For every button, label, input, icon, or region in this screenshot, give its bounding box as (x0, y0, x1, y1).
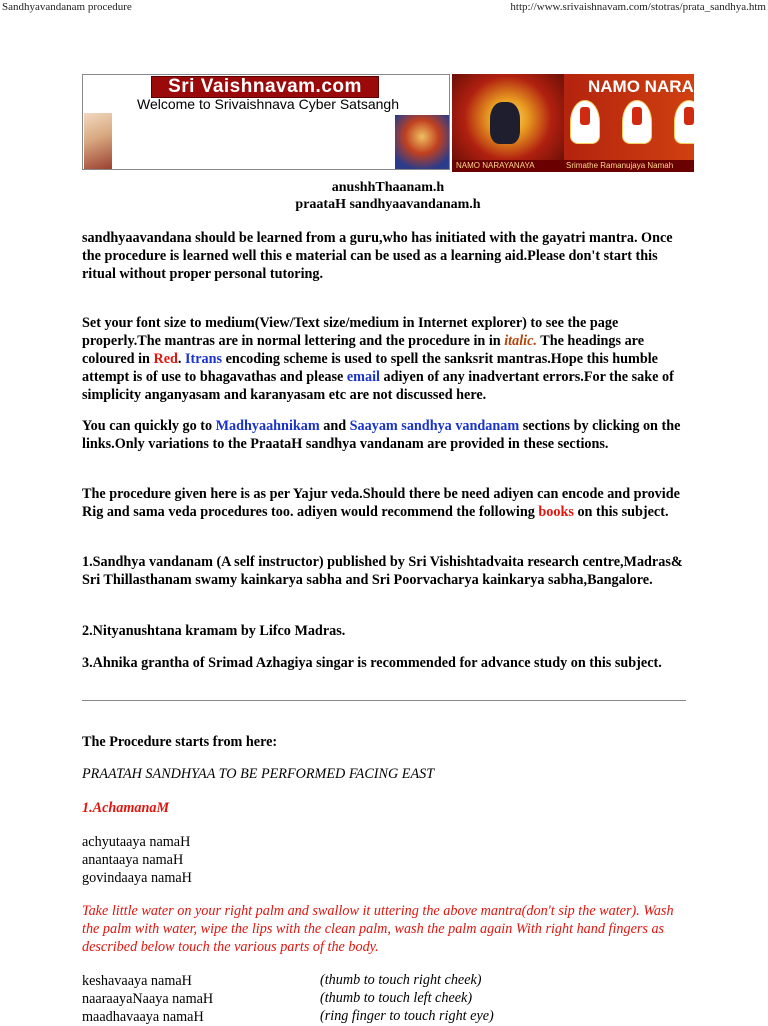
print-header-url: http://www.srivaishnavam.com/stotras/prata_sandhya.htm (510, 1, 766, 13)
banner-strip-right: Srimathe Ramanujaya Namah (566, 161, 674, 170)
saayam-sandhya-link[interactable]: Saayam sandhya vandanam (349, 418, 520, 434)
mantra-line: achyutaaya namaH (82, 834, 191, 850)
reference-2: 2.Nityanushtana kramam by Lifco Madras. (82, 623, 346, 639)
achamanam-instruction: Take little water on your right palm and swallow it uttering the above mantra(don't sip the water). Wash the palm with water, wipe the lips with the clean palm, wash the palm again With right hand fingers as described below touch the various parts of the body. (82, 903, 674, 955)
italic-label: italic. (504, 333, 537, 349)
section-heading-achamanam: 1.AchamanaM (82, 800, 170, 816)
banner-right-panel (452, 74, 694, 172)
page-title: anushhThaanam.h (331, 180, 445, 195)
achamanam-mantras (82, 833, 694, 887)
banner-footer-strip (452, 160, 694, 172)
touch-note: (thumb to touch left cheek) (320, 990, 473, 1006)
print-header-title: Sandhyavandanam procedure (2, 1, 132, 13)
facing-direction-note: PRAATAH SANDHYAA TO BE PERFORMED FACING EAST (82, 766, 435, 782)
welcome-text: Welcome to Srivaishnava Cyber Satsangh (137, 96, 399, 112)
touch-note: (thumb to touch right cheek) (320, 972, 482, 988)
deity-thumbnail-image (395, 115, 449, 169)
deity-image (452, 74, 564, 172)
print-header (0, 0, 768, 16)
mantra-line: govindaaya namaH (82, 870, 192, 886)
intro-p1-text: sandhyaavandana should be learned from a guru,who has initiated with the gayatri mantra. Once the procedure is learned well this e material can be used as a learning aid.Please don't start this (82, 230, 673, 264)
red-label: Red (153, 351, 178, 367)
email-link[interactable]: email (346, 369, 380, 385)
banner-strip-left: NAMO NARAYANAYA (456, 161, 535, 170)
page-title-block (82, 179, 694, 213)
intro-paragraph-2: Set your font size to medium(View/Text size/medium in Internet explorer) to see the page properly.The mantras are in normal lettering and the procedure in in italic. The headings are coloured in Red. Itrans encoding scheme is used to spell the sanksrit mantras.Hope this humble attempt is of use to bhagavathas and please email adiyen of any inadvertant errors.For the sake of simplicity anganyasam and karanyasam etc are not discussed here. (82, 315, 674, 403)
intro-paragraph-3: You can quickly go to Madhyaahnikam and Saayam sandhya vandanam sections by clicking on the links.Only variations to the PraataH sandhya vandanam are provided in these sections. (82, 418, 681, 452)
acharya-image (84, 113, 112, 169)
touch-note: (ring finger to touch right eye) (320, 1008, 494, 1024)
touch-mantra: naaraayaNaaya namaH (82, 991, 214, 1007)
touch-mantra: maadhavaaya namaH (82, 1009, 204, 1025)
mantra-line: anantaaya namaH (82, 852, 184, 868)
books-link[interactable]: books (538, 504, 574, 520)
reference-3: 3.Ahnika grantha of Srimad Azhagiya singar is recommended for advance study on this subject. (82, 655, 662, 671)
banner-right-title: NAMO NARA (588, 77, 694, 96)
intro-p1b-text: ritual without proper personal tutoring. (82, 266, 324, 282)
site-banner (82, 74, 694, 172)
reference-1: 1.Sandhya vandanam (A self instructor) published by Sri Vishishtadvaita research centre,Madras& Sri Thillasthanam swamy kainkarya sabha and Sri Poorvacharya kainkarya sabha,Bangalore. (82, 554, 683, 588)
namam-emblem-icon (570, 100, 600, 144)
banner-left-panel (82, 74, 450, 170)
itrans-link[interactable]: Itrans (185, 351, 223, 367)
shankha-emblem-icon (674, 100, 694, 144)
madhyaahnikam-link[interactable]: Madhyaahnikam (215, 418, 320, 434)
chakra-emblem-icon (622, 100, 652, 144)
touch-mantra: keshavaaya namaH (82, 973, 192, 989)
page-subtitle: praataH sandhyaavandanam.h (295, 197, 481, 212)
procedure-start-heading: The Procedure starts from here: (82, 734, 278, 750)
intro-paragraph-1 (82, 229, 694, 283)
intro-paragraph-4: The procedure given here is as per Yajur veda.Should there be need adiyen can encode and provide Rig and sama veda procedures too. adiyen would recommend the following books on this subject. (82, 486, 680, 520)
site-logo[interactable]: Sri Vaishnavam.com (151, 76, 379, 98)
section-divider (82, 700, 686, 701)
